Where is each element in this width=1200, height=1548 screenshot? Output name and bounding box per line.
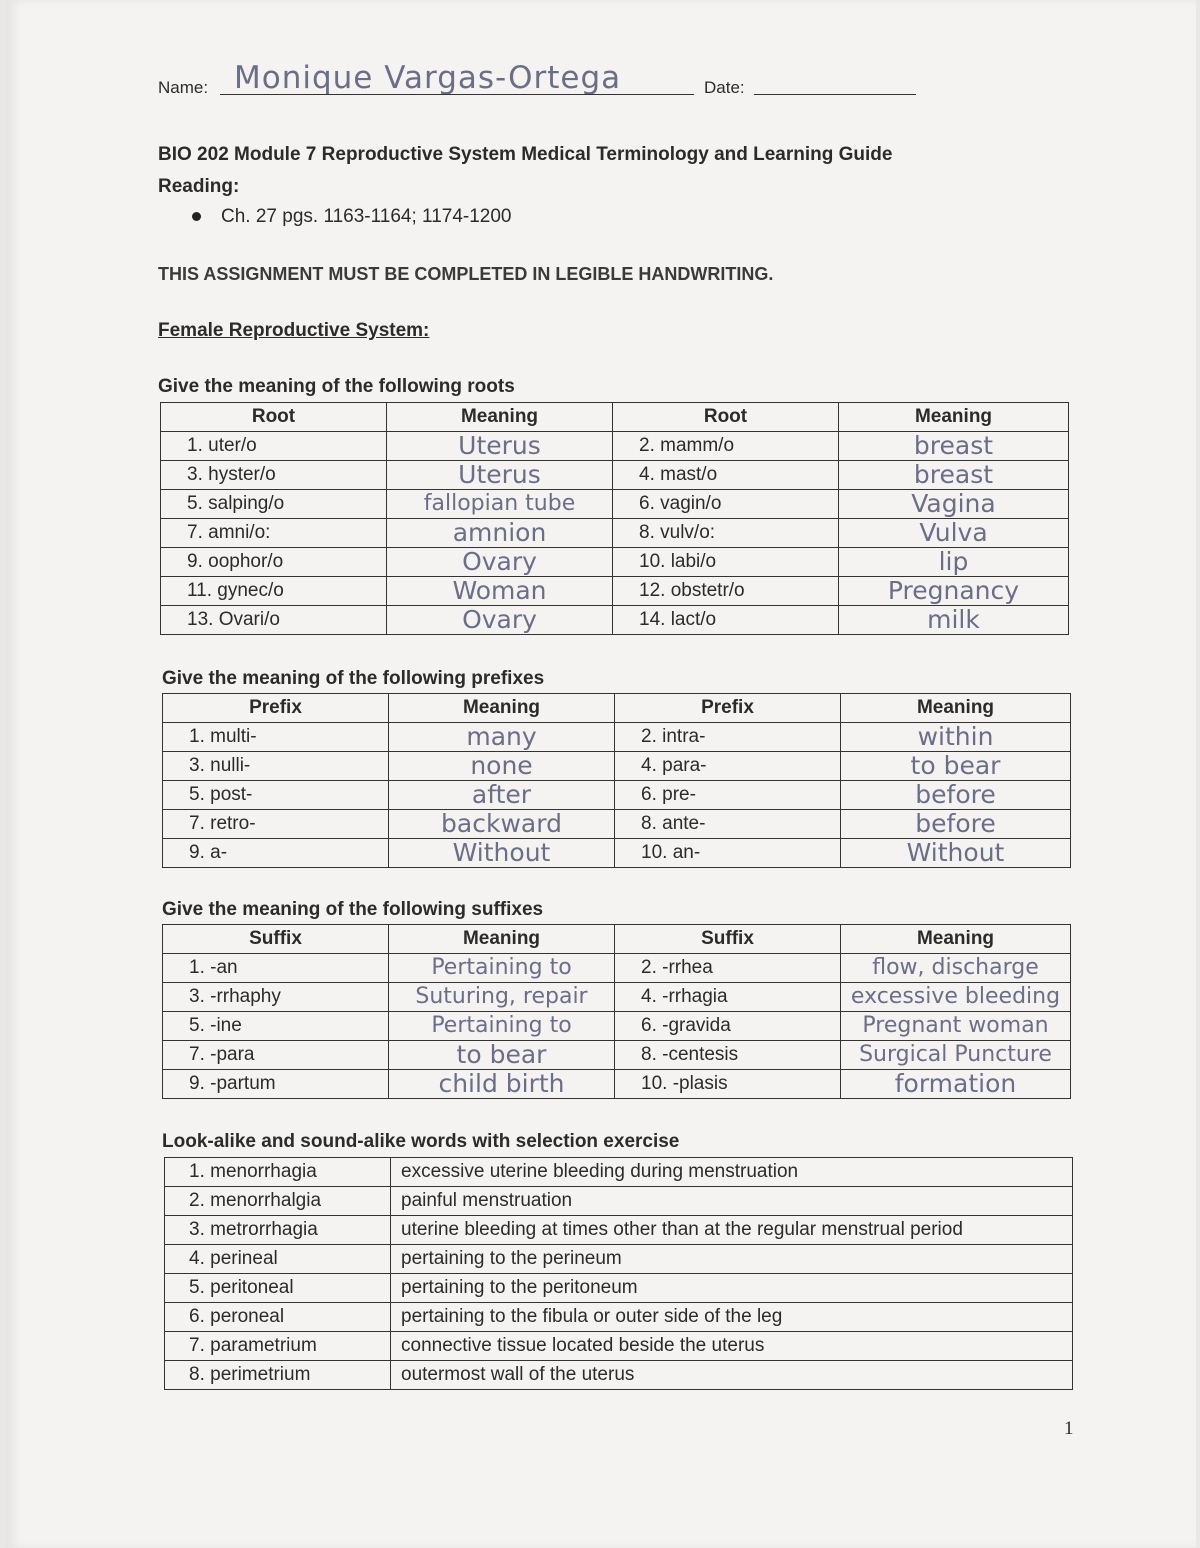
column-header: Prefix [163,694,389,723]
handwriting-notice: THIS ASSIGNMENT MUST BE COMPLETED IN LEGIBLE HANDWRITING. [158,264,774,284]
column-header: Root [613,403,839,432]
handwritten-answer: Ovary [387,548,613,577]
worksheet-title: BIO 202 Module 7 Reproductive System Medical Terminology and Learning Guide [158,144,893,165]
definition-cell: pertaining to the fibula or outer side of the leg [391,1303,1073,1332]
table-row [161,490,1069,519]
reading-label: Reading: [158,176,240,197]
term-cell: 13. Ovari/o [161,606,387,635]
term-cell: 5. peritoneal [165,1274,391,1303]
term-cell: 1. uter/o [161,432,387,461]
column-header: Meaning [389,925,615,954]
handwritten-answer: Pertaining to [389,954,615,983]
handwritten-answer: Uterus [387,461,613,490]
handwritten-answer: none [389,752,615,781]
header-row [163,925,1071,954]
table-row [163,1012,1071,1041]
table-row [161,461,1069,490]
definition-cell: outermost wall of the uterus [391,1361,1073,1390]
handwritten-answer: Uterus [387,432,613,461]
term-cell: 2. -rrhea [615,954,841,983]
table-row [163,983,1071,1012]
column-header: Meaning [841,694,1071,723]
term-cell: 8. ante- [615,810,841,839]
table-row [165,1303,1073,1332]
term-cell: 11. gynec/o [161,577,387,606]
term-cell: 2. mamm/o [613,432,839,461]
handwritten-answer: after [389,781,615,810]
handwritten-answer: milk [839,606,1069,635]
table-row [163,1070,1071,1099]
handwritten-answer: to bear [389,1041,615,1070]
term-cell: 1. -an [163,954,389,983]
term-cell: 12. obstetr/o [613,577,839,606]
term-cell: 5. post- [163,781,389,810]
handwritten-answer: to bear [841,752,1071,781]
term-cell: 8. -centesis [615,1041,841,1070]
term-cell: 8. vulv/o: [613,519,839,548]
table-row [163,723,1071,752]
term-cell: 2. menorrhalgia [165,1187,391,1216]
term-cell: 10. labi/o [613,548,839,577]
table-row [161,606,1069,635]
table-row [165,1187,1073,1216]
handwritten-answer: formation [841,1070,1071,1099]
term-cell: 6. pre- [615,781,841,810]
term-cell: 1. multi- [163,723,389,752]
table-row [165,1332,1073,1361]
name-line [220,94,694,95]
term-cell: 8. perimetrium [165,1361,391,1390]
term-cell: 4. para- [615,752,841,781]
term-cell: 7. retro- [163,810,389,839]
term-cell: 6. -gravida [615,1012,841,1041]
handwritten-answer: Pregnancy [839,577,1069,606]
definition-cell: uterine bleeding at times other than at the regular menstrual period [391,1216,1073,1245]
worksheet-page [6,0,1196,1548]
section-heading: Female Reproductive System: [158,320,430,341]
name-date-row [158,62,938,102]
handwritten-answer: many [389,723,615,752]
table-row [161,577,1069,606]
handwritten-answer: backward [389,810,615,839]
table-row [163,810,1071,839]
handwritten-answer: child birth [389,1070,615,1099]
term-cell: 2. intra- [615,723,841,752]
roots-title: Give the meaning of the following roots [158,376,515,397]
table-row [163,781,1071,810]
handwritten-answer: Ovary [387,606,613,635]
table-row [163,839,1071,868]
table-row [165,1158,1073,1187]
table-row [165,1361,1073,1390]
term-cell: 9. a- [163,839,389,868]
handwritten-answer: before [841,781,1071,810]
handwritten-answer: breast [839,461,1069,490]
prefixes-table [162,693,1071,868]
table-row [163,1041,1071,1070]
page-number: 1 [1064,1418,1074,1439]
handwritten-answer: Surgical Puncture [841,1041,1071,1070]
table-row [165,1274,1073,1303]
suffixes-table [162,924,1071,1099]
term-cell: 7. parametrium [165,1332,391,1361]
table-row [161,548,1069,577]
handwritten-answer: before [841,810,1071,839]
handwritten-answer: Pertaining to [389,1012,615,1041]
name-value: Monique Vargas-Ortega [234,60,622,96]
handwritten-answer: Woman [387,577,613,606]
definition-cell: excessive uterine bleeding during menstruation [391,1158,1073,1187]
term-cell: 7. -para [163,1041,389,1070]
term-cell: 7. amni/o: [161,519,387,548]
term-cell: 10. -plasis [615,1070,841,1099]
column-header: Meaning [389,694,615,723]
handwritten-answer: flow, discharge [841,954,1071,983]
term-cell: 6. vagin/o [613,490,839,519]
handwritten-answer: Without [841,839,1071,868]
handwritten-answer: Pregnant woman [841,1012,1071,1041]
table-row [165,1216,1073,1245]
term-cell: 1. menorrhagia [165,1158,391,1187]
handwritten-answer: Vagina [839,490,1069,519]
term-cell: 9. oophor/o [161,548,387,577]
handwritten-answer: Without [389,839,615,868]
reading-item [192,206,512,228]
term-cell: 3. -rrhaphy [163,983,389,1012]
handwritten-answer: Suturing, repair [389,983,615,1012]
term-cell: 3. metrorrhagia [165,1216,391,1245]
table-row [161,519,1069,548]
column-header: Suffix [615,925,841,954]
lookalike-title: Look-alike and sound-alike words with selection exercise [162,1131,680,1152]
term-cell: 3. nulli- [163,752,389,781]
term-cell: 5. salping/o [161,490,387,519]
header-row [163,694,1071,723]
date-line [754,94,916,95]
handwritten-answer: within [841,723,1071,752]
definition-cell: connective tissue located beside the uterus [391,1332,1073,1361]
term-cell: 4. -rrhagia [615,983,841,1012]
term-cell: 4. mast/o [613,461,839,490]
definition-cell: pertaining to the perineum [391,1245,1073,1274]
prefixes-title: Give the meaning of the following prefixes [162,668,545,689]
handwritten-answer: excessive bleeding [841,983,1071,1012]
definition-cell: painful menstruation [391,1187,1073,1216]
roots-table [160,402,1069,635]
handwritten-answer: amnion [387,519,613,548]
term-cell: 14. lact/o [613,606,839,635]
term-cell: 3. hyster/o [161,461,387,490]
table-row [163,954,1071,983]
term-cell: 4. perineal [165,1245,391,1274]
handwritten-answer: fallopian tube [387,490,613,519]
term-cell: 10. an- [615,839,841,868]
suffixes-title: Give the meaning of the following suffixes [162,899,544,920]
table-row [161,432,1069,461]
date-label: Date: [704,78,745,97]
definition-cell: pertaining to the peritoneum [391,1274,1073,1303]
handwritten-answer: Vulva [839,519,1069,548]
handwritten-answer: lip [839,548,1069,577]
column-header: Suffix [163,925,389,954]
column-header: Prefix [615,694,841,723]
column-header: Root [161,403,387,432]
column-header: Meaning [839,403,1069,432]
table-row [165,1245,1073,1274]
column-header: Meaning [841,925,1071,954]
table-row [163,752,1071,781]
handwritten-answer: breast [839,432,1069,461]
reading-item-text: Ch. 27 pgs. 1163-1164; 1174-1200 [221,206,512,227]
lookalike-table [164,1157,1073,1390]
term-cell: 6. peroneal [165,1303,391,1332]
term-cell: 9. -partum [163,1070,389,1099]
header-row [161,403,1069,432]
name-label: Name: [158,78,209,97]
bullet-icon [192,212,201,221]
term-cell: 5. -ine [163,1012,389,1041]
column-header: Meaning [387,403,613,432]
